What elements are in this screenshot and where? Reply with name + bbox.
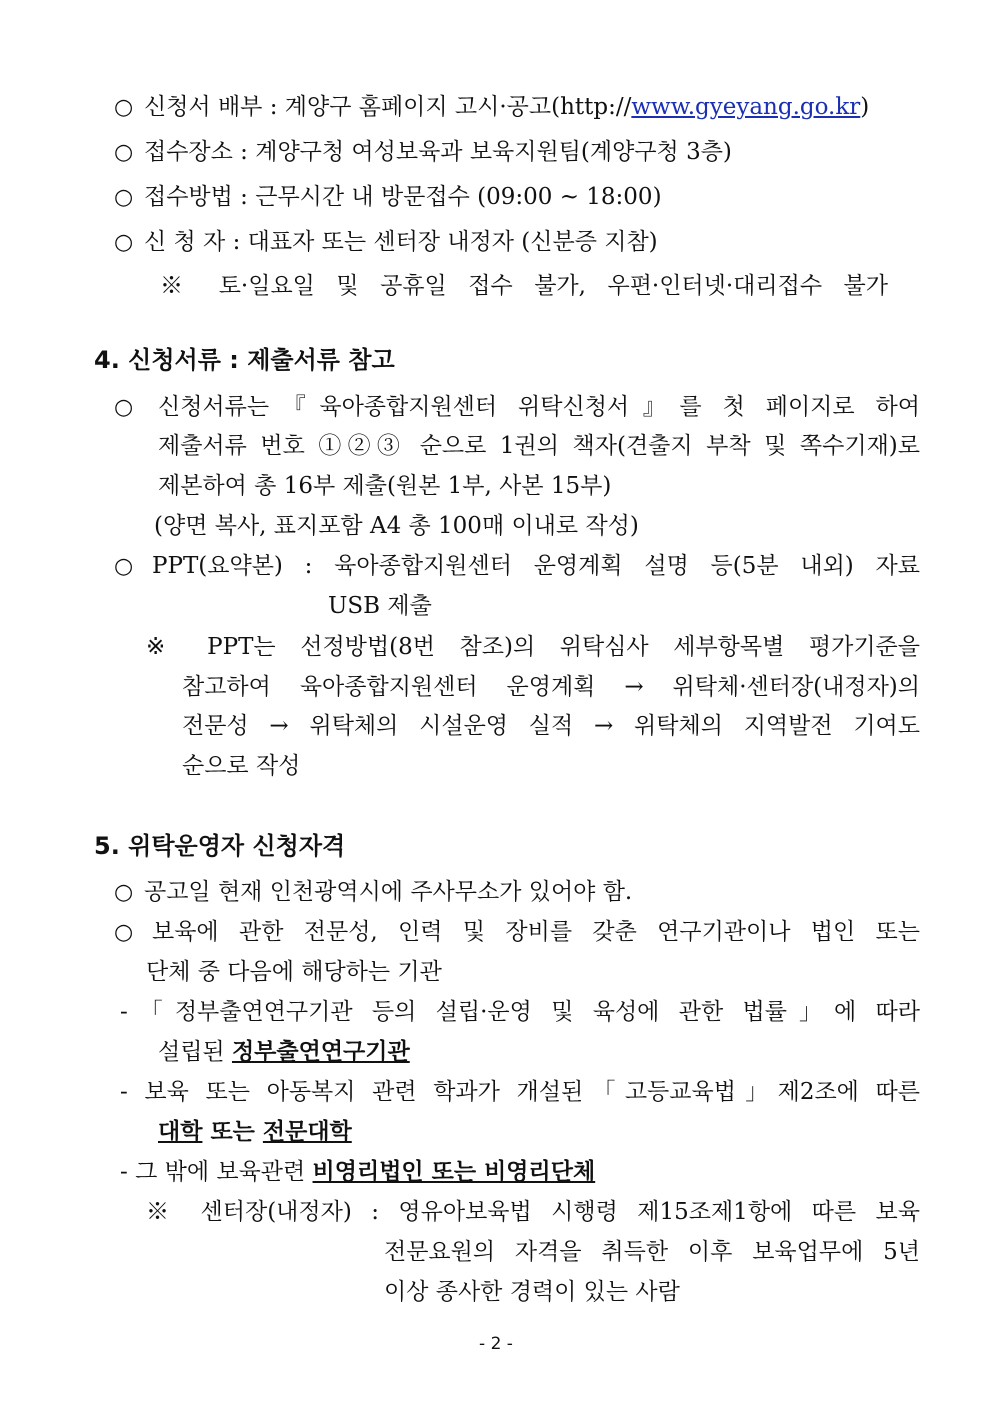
circle-bullet-icon: ○	[114, 230, 134, 255]
circle-bullet-icon: ○	[114, 920, 134, 945]
dash-item: - 보육 또는 아동복지 관련 학과가 개설된「고등교육법」제2조에 따른	[120, 1079, 920, 1105]
paragraph-line: 제출서류 번호 ①②③ 순으로 1권의 책자(견출지 부착 및 쪽수기재)로	[158, 433, 920, 459]
paragraph-line: 제본하여 총 16부 제출(원본 1부, 사본 15부)	[158, 473, 612, 499]
emphasis-text: 전문대학	[262, 1118, 352, 1145]
item-text-suffix: )	[860, 94, 870, 120]
circle-bullet-icon: ○	[114, 185, 134, 210]
note-text: 전문요원의 자격을 취득한 이후 보육업무에 5년	[384, 1239, 920, 1265]
emphasis-text: 대학	[158, 1118, 203, 1145]
dash-item-continuation	[158, 1037, 410, 1067]
note-text: ※ 토·일요일 및 공휴일 접수 불가, 우편·인터넷·대리접수 불가	[160, 273, 888, 299]
item-text: 신청서 배부 : 계양구 홈페이지 고시·공고(http://	[144, 94, 632, 120]
item-text: 신 청 자 : 대표자 또는 센터장 내정자 (신분증 지참)	[144, 229, 658, 255]
note-text: ※ PPT는 선정방법(8번 참조)의 위탁심사 세부항목별 평가기준을	[146, 634, 920, 660]
paragraph-line: 신청서류는『육아종합지원센터 위탁신청서』를 첫 페이지로 하여	[158, 394, 920, 420]
list-item	[114, 92, 869, 123]
section-heading: 4. 신청서류 : 제출서류 참고	[94, 346, 395, 374]
website-link[interactable]: www.gyeyang.go.kr	[631, 94, 861, 120]
note-text: ※ 센터장(내정자) : 영유아보육법 시행령 제15조제1항에 따른 보육	[146, 1199, 920, 1225]
note-text: 전문성 → 위탁체의 시설운영 실적 → 위탁체의 지역발전 기여도	[182, 713, 920, 739]
paragraph-line: 보육에 관한 전문성, 인력 및 장비를 갖춘 연구기관이나 법인 또는	[152, 919, 920, 945]
section-heading: 5. 위탁운영자 신청자격	[94, 832, 346, 860]
paragraph-line: PPT(요약본) : 육아종합지원센터 운영계획 설명 등(5분 내외) 자료	[152, 553, 920, 579]
circle-bullet-icon: ○	[114, 395, 134, 420]
list-item	[114, 877, 632, 908]
dash-item	[120, 1157, 595, 1187]
note-text: 순으로 작성	[182, 753, 301, 779]
item-text: - 그 밖에 보육관련	[120, 1159, 313, 1185]
emphasis-text: 비영리법인 또는 비영리단체	[312, 1158, 596, 1185]
paragraph-line: USB 제출	[328, 593, 432, 619]
bullet-marker	[114, 392, 144, 423]
item-text: 설립된	[158, 1039, 232, 1065]
paragraph-line: 단체 중 다음에 해당하는 기관	[146, 959, 442, 985]
page-number: - 2 -	[479, 1334, 513, 1354]
item-text: 공고일 현재 인천광역시에 주사무소가 있어야 함.	[144, 879, 633, 905]
list-item	[114, 137, 732, 168]
circle-bullet-icon: ○	[114, 95, 134, 120]
item-text: 접수방법 : 근무시간 내 방문접수 (09:00 ~ 18:00)	[144, 184, 662, 210]
emphasis-text: 정부출연연구기관	[231, 1038, 410, 1065]
list-item	[114, 227, 658, 258]
item-text: 접수장소 : 계양구청 여성보육과 보육지원팀(계양구청 3층)	[144, 139, 732, 165]
dash-item-continuation	[158, 1117, 352, 1147]
list-item	[114, 182, 662, 213]
circle-bullet-icon: ○	[114, 554, 134, 579]
bullet-marker	[114, 551, 144, 582]
item-text: 또는	[202, 1118, 263, 1145]
note-text: 참고하여 육아종합지원센터 운영계획 → 위탁체·센터장(내정자)의	[182, 674, 920, 700]
paragraph-line: (양면 복사, 표지포함 A4 총 100매 이내로 작성)	[154, 513, 639, 539]
circle-bullet-icon: ○	[114, 880, 134, 905]
bullet-marker	[114, 917, 144, 948]
dash-item: -「정부출연연구기관 등의 설립·운영 및 육성에 관한 법률」에 따라	[120, 999, 920, 1025]
note-text: 이상 종사한 경력이 있는 사람	[384, 1279, 680, 1305]
circle-bullet-icon: ○	[114, 140, 134, 165]
